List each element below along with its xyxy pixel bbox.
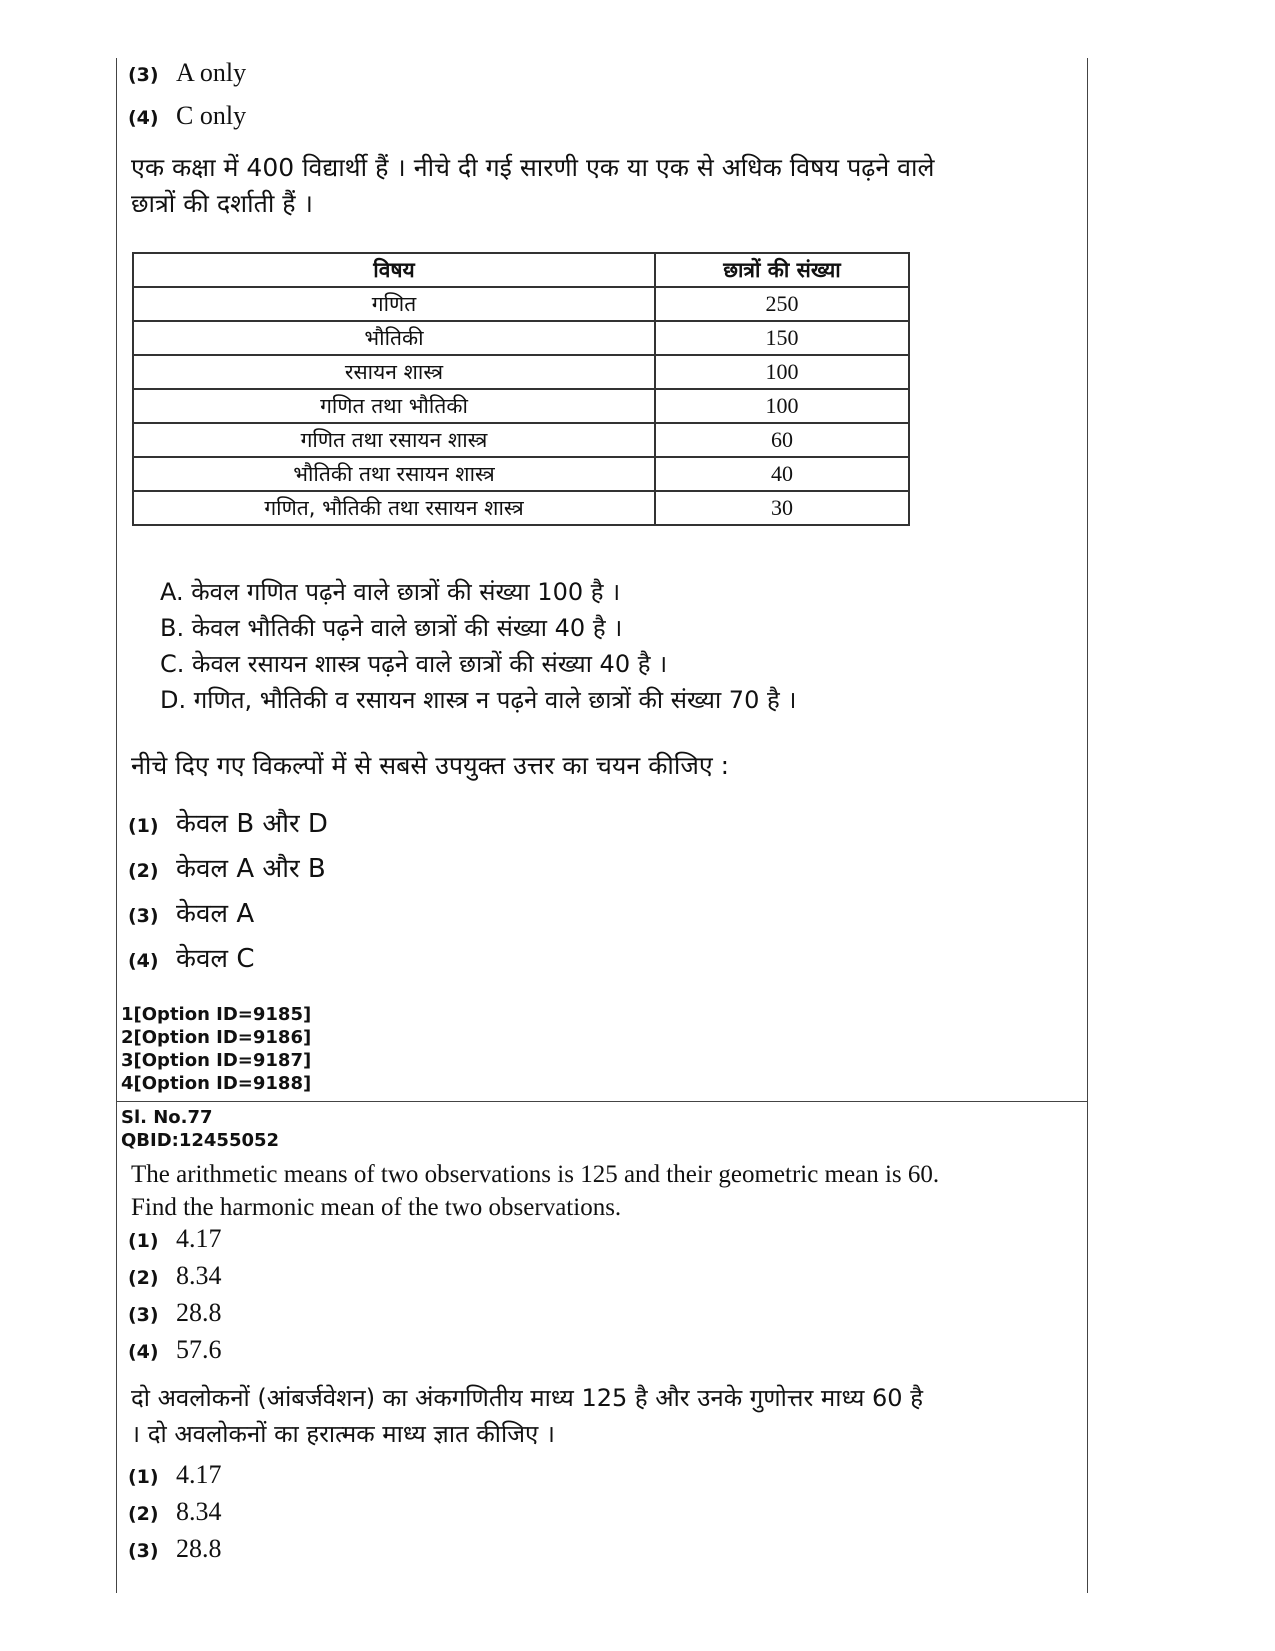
question-hindi-intro bbox=[131, 150, 935, 222]
statement-a: A. केवल गणित पढ़ने वाले छात्रों की संख्या 100 है । bbox=[160, 578, 621, 606]
option-id: 1[Option ID=9185] bbox=[121, 1004, 312, 1025]
option-2: (2) केवल A और B bbox=[128, 854, 326, 884]
prev-option-4: (4) C only bbox=[128, 101, 247, 130]
right-border bbox=[1087, 58, 1088, 1593]
statement-b: B. केवल भौतिकी पढ़ने वाले छात्रों की संख्या 40 है । bbox=[160, 614, 623, 642]
option-id: 4[Option ID=9188] bbox=[121, 1073, 312, 1094]
table-row: गणित तथा रसायन शास्त्र 60 bbox=[133, 423, 909, 457]
option-id-list bbox=[121, 1003, 311, 1095]
question-english: The arithmetic means of two observations is 125 and their geometric mean is 60. Find the harmonic mean of the two observations. bbox=[131, 1161, 940, 1221]
table-row: भौतिकी 150 bbox=[133, 321, 909, 355]
english-option-4: (4) 57.6 bbox=[128, 1335, 222, 1364]
table-header-row bbox=[133, 253, 909, 287]
option-1: (1) केवल B और D bbox=[128, 809, 328, 839]
hindi-option-1: (1) 4.17 bbox=[128, 1460, 222, 1489]
english-option-3: (3) 28.8 bbox=[128, 1298, 222, 1327]
intro-line-1: एक कक्षा में 400 विद्यार्थी हैं । नीचे दी गई सारणी एक या एक से अधिक विषय पढ़ने वाले bbox=[131, 153, 935, 182]
option-id: 2[Option ID=9186] bbox=[121, 1027, 312, 1048]
subjects-table bbox=[132, 252, 910, 526]
header-subject: विषय bbox=[133, 253, 655, 287]
hindi-option-2: (2) 8.34 bbox=[128, 1497, 222, 1526]
question-divider bbox=[116, 1101, 1088, 1102]
serial-number: Sl. No.77 bbox=[121, 1107, 213, 1128]
hindi-option-3: (3) 28.8 bbox=[128, 1534, 222, 1563]
table-row: रसायन शास्त्र 100 bbox=[133, 355, 909, 389]
english-option-1: (1) 4.17 bbox=[128, 1224, 222, 1253]
left-border bbox=[116, 58, 117, 1593]
statement-c: C. केवल रसायन शास्त्र पढ़ने वाले छात्रों की संख्या 40 है । bbox=[160, 650, 668, 678]
qbid: QBID:12455052 bbox=[121, 1130, 280, 1151]
option-4: (4) केवल C bbox=[128, 944, 255, 974]
question-header bbox=[121, 1106, 279, 1152]
table-row: गणित, भौतिकी तथा रसायन शास्त्र 30 bbox=[133, 491, 909, 525]
statement-d: D. गणित, भौतिकी व रसायन शास्त्र न पढ़ने वाले छात्रों की संख्या 70 है । bbox=[160, 686, 797, 714]
english-option-2: (2) 8.34 bbox=[128, 1261, 222, 1290]
question-hindi: दो अवलोकनों (आंबर्जवेशन) का अंकगणितीय माध्य 125 है और उनके गुणोत्तर माध्य 60 है । दो अवलोकनों का हरात्मक माध्य ज्ञात कीजिए । bbox=[131, 1384, 923, 1448]
choose-prompt: नीचे दिए गए विकल्पों में से सबसे उपयुक्त उत्तर का चयन कीजिए : bbox=[131, 751, 730, 780]
prev-option-3: (3) A only bbox=[128, 58, 247, 87]
option-id: 3[Option ID=9187] bbox=[121, 1050, 312, 1071]
table-row: गणित 250 bbox=[133, 287, 909, 321]
table-row: भौतिकी तथा रसायन शास्त्र 40 bbox=[133, 457, 909, 491]
header-count: छात्रों की संख्या bbox=[655, 253, 909, 287]
option-3: (3) केवल A bbox=[128, 899, 255, 929]
intro-line-2: छात्रों की दर्शाती हैं । bbox=[131, 189, 313, 218]
table-row: गणित तथा भौतिकी 100 bbox=[133, 389, 909, 423]
